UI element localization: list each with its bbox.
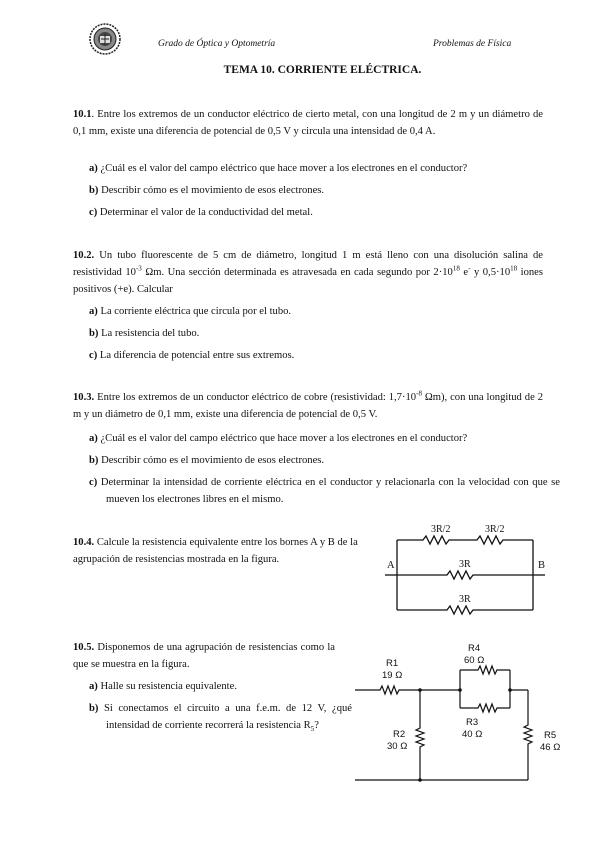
problem-10-5-circuit-diagram [350, 640, 575, 785]
circuit-r3-value: 40 Ω [462, 729, 483, 740]
problem-10-3-statement: 10.3. Entre los extremos de un conductor eléctrico de cobre (resistividad: $1,7\cdot 10^{-8}$ Ωm), con una longitud de 2 m y un diámetro de 0,1 mm, existe una diferencia de potencial de 0,5 V. [73, 389, 543, 420]
circuit-r5-name: R5 [544, 730, 557, 741]
problem-10-4-statement: 10.4. Calcule la resistencia equivalente entre los bornes A y B de la agrupación de resistencias mostrada en la figura. [73, 537, 358, 565]
problem-10-2-item-b: b) La resistencia del tubo. [89, 328, 200, 339]
circuit-10-4-label-bottom: 3R [459, 594, 471, 605]
circuit-10-4-node-b: B [538, 560, 546, 571]
problem-10-2-statement: 10.2. Un tubo fluorescente de 5 cm de diámetro, longitud 1 m está lleno con una disolución salina de resistividad $10^{-3}$ Ωm. Una sección determinada es atravesada en cada segundo por $2\cdot 10^{18}$ e- y $0,5\cdot 10^{18}$ iones positivos (+e). Calcular [73, 250, 544, 295]
problem-10-5-item-b: b) Si conectamos el circuito a una f.e.m. de 12 V, ¿qué intensidad de corriente recorrerá la resistencia $R_5$? [89, 703, 352, 734]
circuit-r2-value: 30 Ω [387, 741, 408, 752]
circuit-r1-name: R1 [386, 658, 399, 669]
header-course: Grado de Óptica y Optometría [158, 39, 276, 49]
problem-10-3-item-b: b) Describir cómo es el movimiento de esos electrones. [89, 455, 325, 466]
circuit-10-4-label-top-left: 3R/2 [431, 524, 451, 535]
problem-10-2-item-c: c) La diferencia de potencial entre sus extremos. [89, 350, 295, 361]
problem-10-1-item-c: c) Determinar el valor de la conductividad del metal. [89, 207, 313, 218]
problem-10-2-item-a: a) La corriente eléctrica que circula por el tubo. [89, 306, 292, 317]
university-seal-logo [88, 22, 122, 56]
circuit-r5-value: 46 Ω [540, 742, 561, 753]
problem-10-1-statement: 10.1. Entre los extremos de un conductor eléctrico de cierto metal, con una longitud de 2 m y un diámetro de 0,1 mm, existe una diferencia de potencial de 0,5 V y circula una intensidad de 0,4 A. [73, 109, 543, 137]
circuit-r3-name: R3 [466, 717, 479, 728]
circuit-10-4-label-top-right: 3R/2 [485, 524, 505, 535]
problem-10-4-circuit-diagram [385, 518, 555, 628]
problem-10-3-item-a: a) ¿Cuál es el valor del campo eléctrico que hace mover a los electrones en el conductor? [89, 433, 468, 444]
page-title: TEMA 10. CORRIENTE ELÉCTRICA. [223, 64, 422, 76]
problem-10-1-item-a: a) ¿Cuál es el valor del campo eléctrico que hace mover a los electrones en el conductor? [89, 163, 468, 174]
problem-10-1-item-b: b) Describir cómo es el movimiento de esos electrones. [89, 185, 325, 196]
problem-10-3-item-c: c) Determinar la intensidad de corriente eléctrica en el conductor y relacionarla con la velocidad con que se mueven los electrones libres en el mismo. [89, 477, 560, 505]
circuit-r4-name: R4 [468, 643, 481, 654]
circuit-r2-name: R2 [393, 729, 406, 740]
circuit-10-4-node-a: A [387, 560, 395, 571]
header-subject: Problemas de Física [433, 39, 512, 49]
problem-10-5-item-a: a) Halle su resistencia equivalente. [89, 681, 237, 692]
circuit-10-4-label-middle: 3R [459, 559, 471, 570]
circuit-r1-value: 19 Ω [382, 670, 403, 681]
problem-10-5-statement: 10.5. Disponemos de una agrupación de resistencias como la que se muestra en la figura. [73, 642, 335, 670]
circuit-r4-value: 60 Ω [464, 655, 485, 666]
